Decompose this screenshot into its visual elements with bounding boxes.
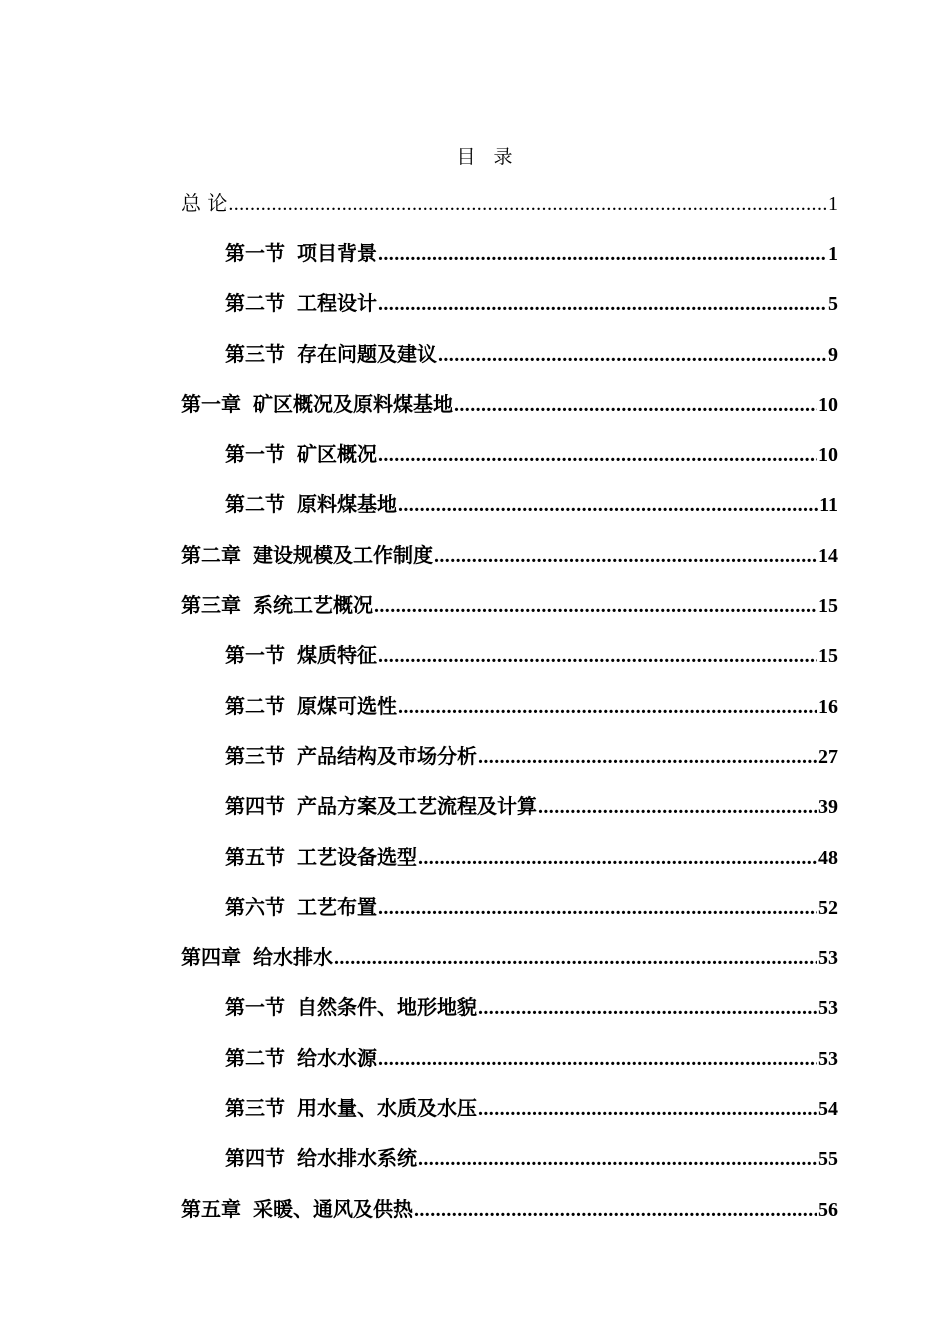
toc-row bbox=[0, 1182, 950, 1232]
toc-entry-link[interactable] bbox=[225, 287, 838, 316]
toc-page-number: 1 bbox=[828, 242, 838, 265]
toc-page-number: 56 bbox=[818, 1198, 838, 1221]
toc-entry-number: 第二节 bbox=[225, 492, 285, 517]
toc-entry-number: 第三节 bbox=[225, 743, 285, 768]
toc-dot-leader bbox=[378, 645, 817, 668]
toc-entry-link[interactable] bbox=[225, 740, 838, 769]
toc-entry-title: 用水量、水质及水压 bbox=[297, 1095, 477, 1120]
toc-entry-number: 第三章 bbox=[181, 593, 241, 618]
toc-dot-leader bbox=[478, 997, 817, 1020]
toc-page-number: 39 bbox=[818, 796, 838, 819]
toc-row bbox=[0, 176, 950, 226]
toc-page-number: 14 bbox=[818, 544, 838, 567]
toc-entry-title: 原料煤基地 bbox=[297, 492, 397, 517]
toc-entry-title: 存在问题及建议 bbox=[297, 341, 437, 366]
toc-dot-leader bbox=[414, 1199, 817, 1222]
toc-row bbox=[0, 528, 950, 578]
toc-row bbox=[0, 427, 950, 477]
toc-dot-leader bbox=[378, 444, 817, 467]
toc-entry-number: 第三节 bbox=[225, 341, 285, 366]
toc-dot-leader bbox=[418, 1148, 817, 1171]
toc-entry-number: 第四章 bbox=[181, 945, 241, 970]
toc-entry-link[interactable] bbox=[225, 1092, 838, 1121]
toc-page-number: 15 bbox=[818, 645, 838, 668]
toc-entry-number: 第一节 bbox=[225, 643, 285, 668]
toc-dot-leader bbox=[438, 344, 827, 367]
toc-entry-title: 煤质特征 bbox=[297, 643, 377, 668]
toc-entry-title: 产品方案及工艺流程及计算 bbox=[297, 794, 537, 819]
toc-entry-number: 第二节 bbox=[225, 291, 285, 316]
toc-row bbox=[0, 679, 950, 729]
toc-row bbox=[0, 930, 950, 980]
toc-entry-title: 自然条件、地形地貌 bbox=[297, 995, 477, 1020]
toc-page-number: 54 bbox=[818, 1097, 838, 1120]
toc-entry-title: 采暖、通风及供热 bbox=[253, 1196, 413, 1221]
toc-entry-number: 第三节 bbox=[225, 1095, 285, 1120]
toc-entry-link[interactable] bbox=[181, 1193, 838, 1222]
toc-page-number: 9 bbox=[828, 343, 838, 366]
toc-entry-title: 工艺布置 bbox=[297, 894, 377, 919]
toc-entry-link[interactable] bbox=[225, 338, 838, 367]
toc-dot-leader bbox=[378, 243, 827, 266]
toc-row bbox=[0, 830, 950, 880]
toc-entry-number: 第五章 bbox=[181, 1196, 241, 1221]
toc-dot-leader bbox=[398, 494, 818, 517]
toc-entry-link[interactable] bbox=[225, 991, 838, 1020]
toc-dot-leader bbox=[478, 746, 817, 769]
toc-page-number: 27 bbox=[818, 745, 838, 768]
toc-entry-link[interactable] bbox=[225, 841, 838, 870]
toc-page-number: 52 bbox=[818, 896, 838, 919]
toc-row bbox=[0, 226, 950, 276]
toc-entry-number: 第一节 bbox=[225, 995, 285, 1020]
toc-entry-link[interactable] bbox=[225, 1142, 838, 1171]
toc-row bbox=[0, 729, 950, 779]
toc-title: 目 录 bbox=[456, 146, 519, 168]
toc-entry-number: 第二节 bbox=[225, 1045, 285, 1070]
toc-page-number: 53 bbox=[818, 947, 838, 970]
toc-entry-number: 第四节 bbox=[225, 1146, 285, 1171]
toc-dot-leader bbox=[378, 1048, 817, 1071]
toc-entry-link[interactable] bbox=[225, 1042, 838, 1071]
toc-page-number: 53 bbox=[818, 997, 838, 1020]
toc-page-number: 15 bbox=[818, 595, 838, 618]
toc-entry-link[interactable] bbox=[225, 488, 838, 517]
toc-entry-title: 项目背景 bbox=[297, 240, 377, 265]
toc-page-number: 10 bbox=[818, 444, 838, 467]
toc-entry-title: 建设规模及工作制度 bbox=[253, 542, 433, 567]
toc-entry-number: 总 论 bbox=[181, 190, 228, 215]
toc-entry-link[interactable] bbox=[225, 639, 838, 668]
toc-entry-number: 第六节 bbox=[225, 894, 285, 919]
toc-entry-link[interactable] bbox=[181, 539, 838, 568]
toc-dot-leader bbox=[334, 947, 817, 970]
toc-entry-title: 给水水源 bbox=[297, 1045, 377, 1070]
toc-entry-title: 矿区概况 bbox=[297, 442, 377, 467]
toc-entry-link[interactable] bbox=[225, 237, 838, 266]
toc-entry-title: 系统工艺概况 bbox=[253, 593, 373, 618]
toc-row bbox=[0, 578, 950, 628]
toc-dot-leader bbox=[374, 595, 817, 618]
toc-entry-link[interactable] bbox=[181, 388, 838, 417]
toc-page-number: 55 bbox=[818, 1148, 838, 1171]
toc-dot-leader bbox=[434, 545, 817, 568]
toc-entry-link[interactable] bbox=[225, 690, 838, 719]
toc-page-number: 10 bbox=[818, 393, 838, 416]
toc-list bbox=[0, 176, 950, 1232]
toc-entry-title: 工程设计 bbox=[297, 291, 377, 316]
toc-row bbox=[0, 880, 950, 930]
toc-page-number: 53 bbox=[818, 1047, 838, 1070]
toc-row bbox=[0, 1132, 950, 1182]
toc-dot-leader bbox=[398, 696, 817, 719]
toc-dot-leader bbox=[478, 1098, 817, 1121]
toc-page-number: 16 bbox=[818, 695, 838, 718]
toc-page-number: 48 bbox=[818, 846, 838, 869]
toc-row bbox=[0, 780, 950, 830]
toc-entry-number: 第四节 bbox=[225, 794, 285, 819]
toc-dot-leader bbox=[538, 796, 817, 819]
toc-entry-link[interactable] bbox=[181, 187, 838, 216]
toc-entry-number: 第一节 bbox=[225, 240, 285, 265]
toc-entry-link[interactable] bbox=[225, 438, 838, 467]
toc-row bbox=[0, 377, 950, 427]
toc-entry-number: 第二章 bbox=[181, 542, 241, 567]
toc-entry-title: 原煤可选性 bbox=[297, 693, 397, 718]
toc-page-number: 11 bbox=[819, 494, 838, 517]
toc-entry-number: 第一章 bbox=[181, 391, 241, 416]
toc-entry-link[interactable] bbox=[181, 589, 838, 618]
toc-row bbox=[0, 981, 950, 1031]
toc-dot-leader bbox=[418, 847, 817, 870]
toc-dot-leader bbox=[454, 394, 817, 417]
toc-row bbox=[0, 327, 950, 377]
toc-page-number: 1 bbox=[828, 192, 838, 215]
toc-row bbox=[0, 629, 950, 679]
toc-entry-link[interactable] bbox=[181, 941, 838, 970]
toc-entry-number: 第二节 bbox=[225, 693, 285, 718]
toc-entry-title: 给水排水 bbox=[253, 945, 333, 970]
toc-entry-link[interactable] bbox=[225, 891, 838, 920]
toc-entry-link[interactable] bbox=[225, 790, 838, 819]
toc-dot-leader bbox=[378, 897, 817, 920]
toc-row bbox=[0, 1081, 950, 1131]
toc-dot-leader bbox=[228, 193, 827, 216]
toc-dot-leader bbox=[378, 293, 827, 316]
toc-page-number: 5 bbox=[828, 293, 838, 316]
toc-row bbox=[0, 1031, 950, 1081]
toc-row bbox=[0, 478, 950, 528]
toc-entry-title: 工艺设备选型 bbox=[297, 844, 417, 869]
toc-entry-title: 矿区概况及原料煤基地 bbox=[253, 391, 453, 416]
toc-entry-number: 第一节 bbox=[225, 442, 285, 467]
toc-row bbox=[0, 277, 950, 327]
toc-entry-title: 产品结构及市场分析 bbox=[297, 743, 477, 768]
toc-entry-title: 给水排水系统 bbox=[297, 1146, 417, 1171]
toc-entry-number: 第五节 bbox=[225, 844, 285, 869]
